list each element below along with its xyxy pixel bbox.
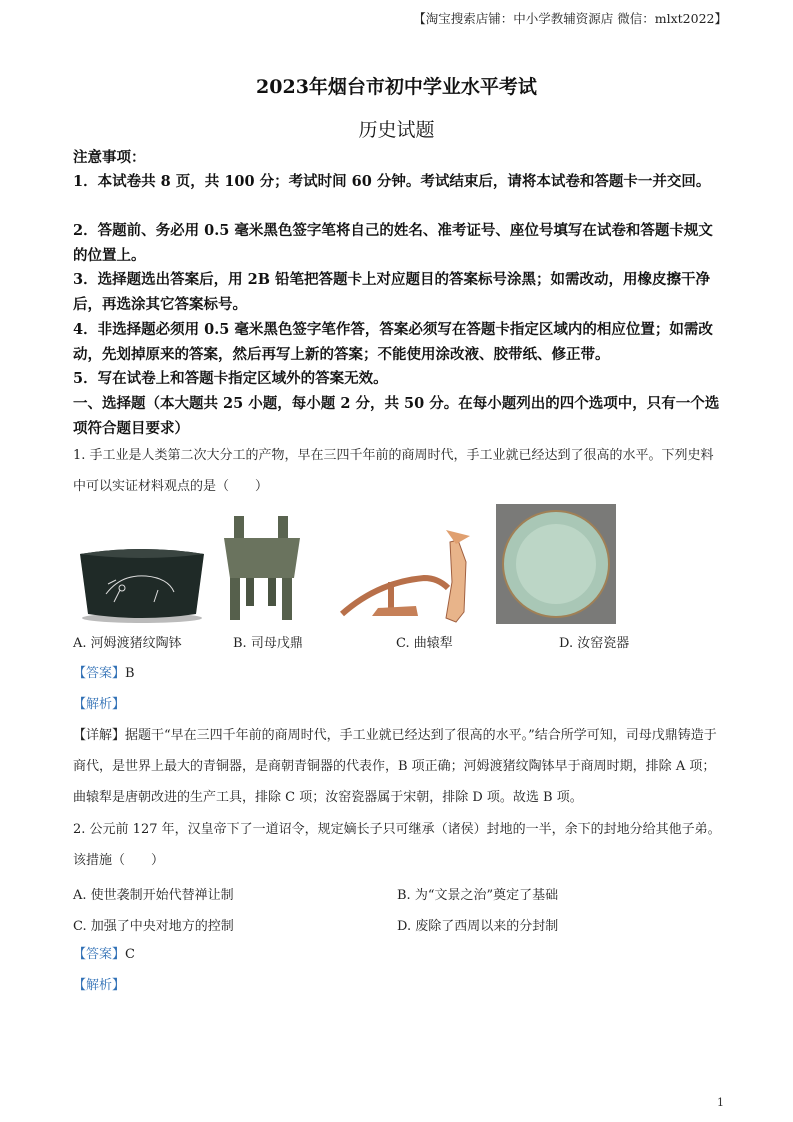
answer-tag: 【答案】 xyxy=(73,947,126,962)
analysis-tag: 【解析】 xyxy=(73,978,126,993)
detail-text: 据题干“早在三四千年前的商周时代，手工业就已经达到了很高的水平。”结合所学可知，司母戊鼎铸造于商代，是世界上最大的青铜器，是商朝青铜器的代表作，B 项正确；河姆渡猪纹陶钵早于商周时期，排除 A 项；曲辕犁是唐朝改进的生产工具，排除 C 项；汝窑瓷器属于宋朝，排除 D 项。故选 B 项。 xyxy=(73,728,717,805)
q2-answer xyxy=(73,939,723,970)
q1-option-d[interactable]: D. 汝窑瓷器 xyxy=(559,636,630,651)
notice-item-3: 3．选择题选出答案后，用 2B 铅笔把答题卡上对应题目的答案标号涂黑；如需改动，用橡皮擦干净后，再选涂其它答案标号。 xyxy=(73,271,711,313)
q1-analysis xyxy=(73,689,723,720)
q1-option-a[interactable]: A. 河姆渡猪纹陶钵 xyxy=(73,636,182,651)
watermark: 【淘宝搜索店铺：中小学教辅资源店 微信：mlxt2022】 xyxy=(413,11,727,26)
detail-tag: 【详解】 xyxy=(73,728,126,743)
q2-option-d[interactable]: D. 废除了西周以来的分封制 xyxy=(397,919,559,934)
q1-option-c[interactable]: C. 曲辕犁 xyxy=(396,636,453,651)
notice-item-1: 1．本试卷共 8 页，共 100 分；考试时间 60 分钟。考试结束后，请将本试卷和答题卡一并交回。 xyxy=(73,173,711,190)
pottery-bowl-image xyxy=(76,544,208,624)
question-1-stem: 1. 手工业是人类第二次大分工的产物，早在三四千年前的商周时代，手工业就已经达到了很高的水平。下列史料中可以实证材料观点的是（ ） xyxy=(73,448,714,494)
answer-tag: 【答案】 xyxy=(73,666,126,681)
q2-option-b[interactable]: B. 为“文景之治”奠定了基础 xyxy=(397,888,559,903)
exam-subtitle: 历史试题 xyxy=(358,119,435,141)
simuwu-ding-image xyxy=(222,516,302,624)
ru-ware-dish-image xyxy=(496,504,616,624)
notice-item-4: 4．非选择题必须用 0.5 毫米黑色签字笔作答，答案必须写在答题卡指定区域内的相应位置；如需改动，先划掉原来的答案，然后再写上新的答案；不能使用涂改液、胶带纸、修正带。 xyxy=(73,321,713,363)
q1-option-b[interactable]: B. 司母戊鼎 xyxy=(233,636,303,651)
notice-item-5: 5．写在试卷上和答题卡指定区域外的答案无效。 xyxy=(73,370,388,387)
q2-option-c[interactable]: C. 加强了中央对地方的控制 xyxy=(73,919,234,934)
curved-plow-image xyxy=(338,522,488,626)
section-heading: 一、选择题（本大题共 25 小题，每小题 2 分，共 50 分。在每小题列出的四个选项中，只有一个选项符合题目要求） xyxy=(73,395,720,437)
q1-answer xyxy=(73,658,723,689)
q2-analysis xyxy=(73,970,723,1001)
question-1-images xyxy=(70,504,630,628)
notice-item-2: 2．答题前、务必用 0.5 毫米黑色签字笔将自己的姓名、准考证号、座位号填写在试卷和答题卡规文的位置上。 xyxy=(73,222,713,264)
answer-value: B xyxy=(125,666,135,681)
q1-detail xyxy=(73,720,723,813)
question-2-stem: 2. 公元前 127 年，汉皇帝下了一道诏令，规定嫡长子只可继承（诸侯）封地的一半，余下的封地分给其他子弟。该措施（ ） xyxy=(73,822,721,868)
answer-value: C xyxy=(125,947,135,962)
exam-title: 2023年烟台市初中学业水平考试 xyxy=(256,76,537,98)
analysis-tag: 【解析】 xyxy=(73,697,126,712)
notice-heading: 注意事项： xyxy=(73,149,146,166)
q2-option-a[interactable]: A. 使世袭制开始代替禅让制 xyxy=(73,888,234,903)
page-number: 1 xyxy=(717,1096,724,1109)
